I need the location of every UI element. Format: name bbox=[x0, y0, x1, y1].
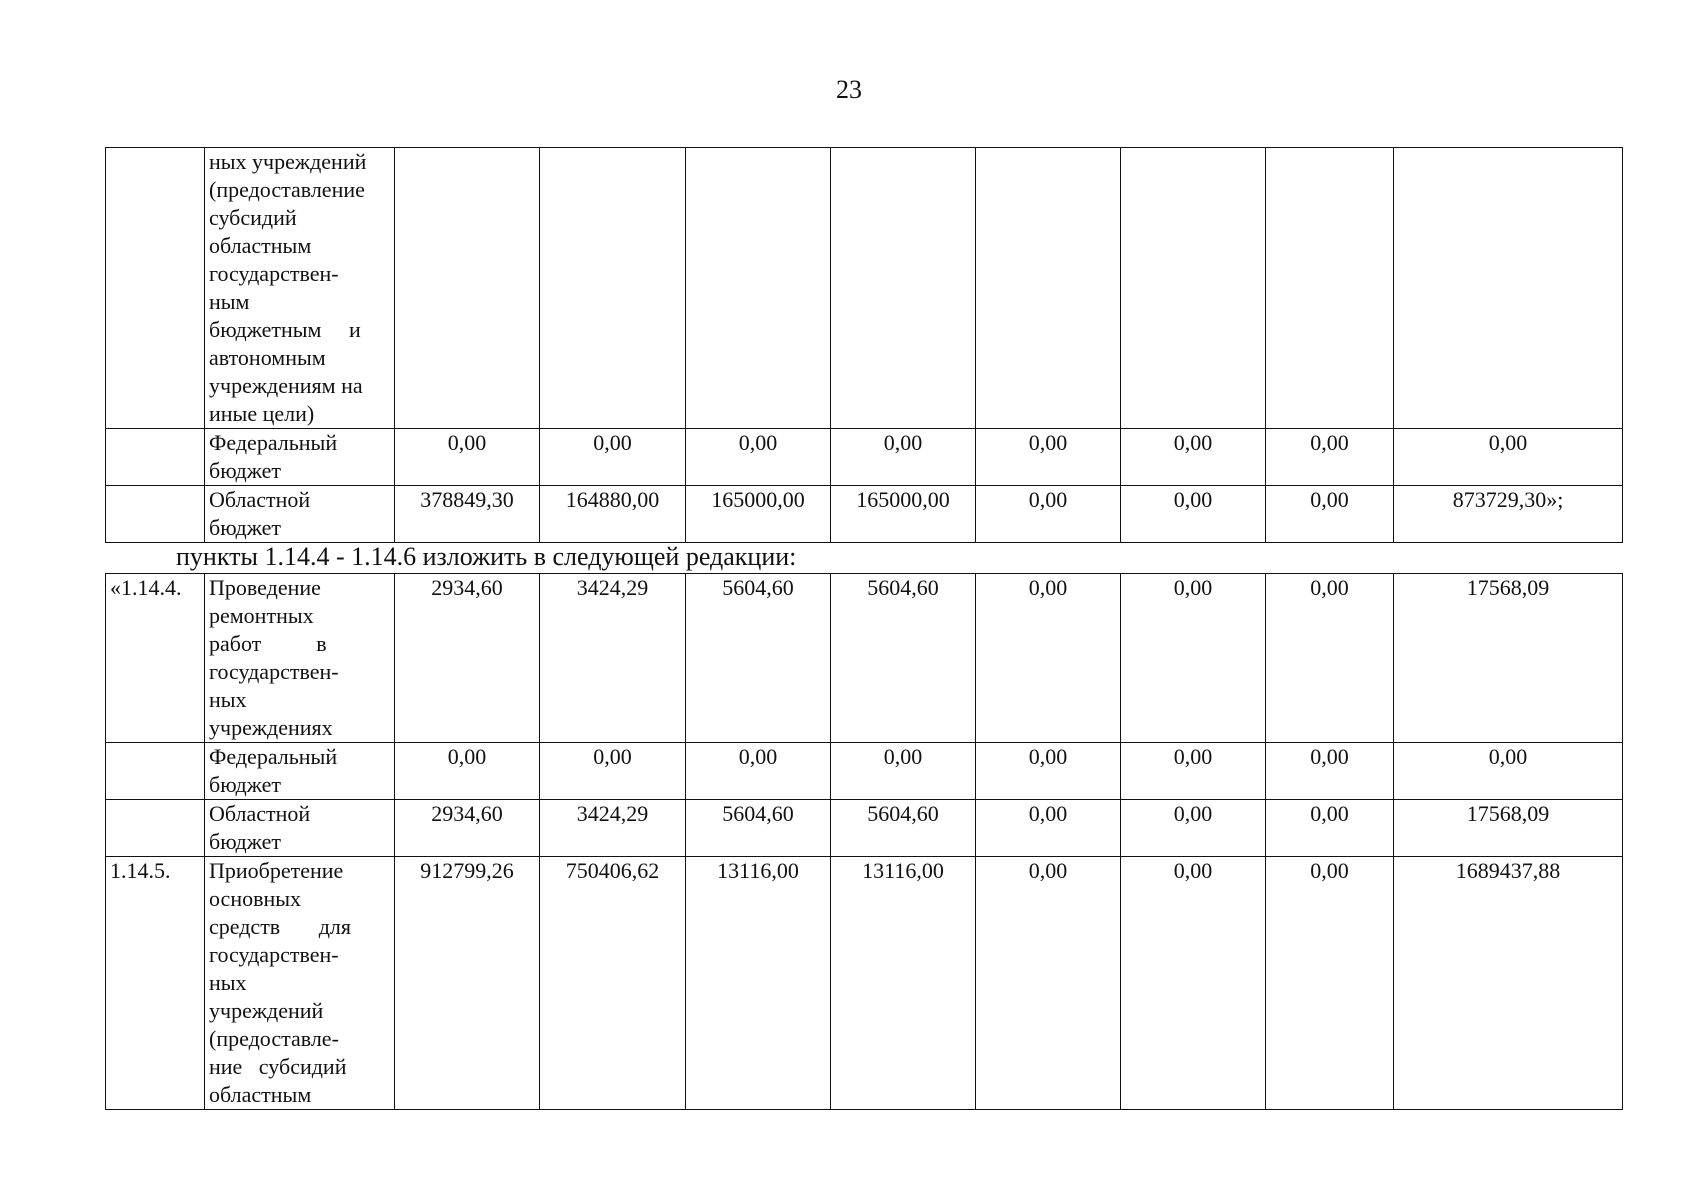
item-name-line: бюджет bbox=[209, 458, 281, 483]
item-name-line: средств для bbox=[209, 914, 351, 939]
value-cell: 0,00 bbox=[1121, 743, 1266, 800]
item-name-line: бюджет bbox=[209, 515, 281, 540]
value-cell: 5604,60 bbox=[686, 574, 831, 743]
value-cell: 2934,60 bbox=[395, 574, 540, 743]
value-cell: 0,00 bbox=[395, 743, 540, 800]
value-cell: 0,00 bbox=[1121, 574, 1266, 743]
table-row bbox=[106, 486, 1623, 543]
value-cell: 912799,26 bbox=[395, 857, 540, 1110]
table-row bbox=[106, 800, 1623, 857]
item-name bbox=[205, 429, 395, 486]
item-name-line: Областной bbox=[209, 487, 311, 512]
value-cell: 750406,62 bbox=[540, 857, 686, 1110]
value-cell: 13116,00 bbox=[831, 857, 976, 1110]
item-code bbox=[106, 148, 205, 429]
value-cell: 5604,60 bbox=[831, 800, 976, 857]
item-code bbox=[106, 429, 205, 486]
item-name-line: (предоставле- bbox=[209, 1026, 339, 1051]
value-cell: 0,00 bbox=[1394, 743, 1623, 800]
value-cell: 0,00 bbox=[1121, 800, 1266, 857]
value-cell: 3424,29 bbox=[540, 574, 686, 743]
item-name-line: субсидий bbox=[209, 205, 297, 230]
item-name-line: ных bbox=[209, 687, 247, 712]
item-code: «1.14.4. bbox=[106, 574, 205, 743]
item-code bbox=[106, 486, 205, 543]
value-cell: 0,00 bbox=[1266, 743, 1394, 800]
page-number: 23 bbox=[836, 75, 862, 104]
item-name bbox=[205, 574, 395, 743]
item-name-line: Областной bbox=[209, 801, 311, 826]
value-cell: 0,00 bbox=[976, 800, 1121, 857]
value-cell bbox=[831, 148, 976, 429]
value-cell: 378849,30 bbox=[395, 486, 540, 543]
item-name bbox=[205, 148, 395, 429]
item-name-line: иные цели) bbox=[209, 401, 315, 426]
item-code: 1.14.5. bbox=[106, 857, 205, 1110]
value-cell: 0,00 bbox=[1394, 429, 1623, 486]
item-name-line: учреждений bbox=[209, 998, 324, 1023]
value-cell bbox=[686, 148, 831, 429]
item-name-line: ным bbox=[209, 289, 250, 314]
item-name-line: основных bbox=[209, 886, 302, 911]
value-cell: 3424,29 bbox=[540, 800, 686, 857]
item-name-line: ных учреждений bbox=[209, 149, 367, 174]
value-cell: 0,00 bbox=[540, 429, 686, 486]
value-cell: 0,00 bbox=[1121, 429, 1266, 486]
value-cell: 0,00 bbox=[1266, 486, 1394, 543]
value-cell: 0,00 bbox=[395, 429, 540, 486]
value-cell: 17568,09 bbox=[1394, 574, 1623, 743]
table-row bbox=[106, 148, 1623, 429]
item-name-line: бюджет bbox=[209, 829, 281, 854]
value-cell bbox=[1394, 148, 1623, 429]
value-cell bbox=[540, 148, 686, 429]
value-cell: 0,00 bbox=[1266, 429, 1394, 486]
item-name bbox=[205, 857, 395, 1110]
item-name bbox=[205, 486, 395, 543]
item-name-line: Приобретение bbox=[209, 858, 344, 883]
value-cell: 165000,00 bbox=[831, 486, 976, 543]
item-name-line: ние субсидий bbox=[209, 1054, 347, 1079]
value-cell bbox=[1121, 148, 1266, 429]
item-name-line: (предоставление bbox=[209, 177, 365, 202]
item-name bbox=[205, 800, 395, 857]
budget-table-bottom bbox=[105, 573, 1623, 1110]
value-cell: 17568,09 bbox=[1394, 800, 1623, 857]
value-cell: 0,00 bbox=[976, 574, 1121, 743]
value-cell: 2934,60 bbox=[395, 800, 540, 857]
budget-table-top bbox=[105, 147, 1623, 543]
value-cell: 0,00 bbox=[540, 743, 686, 800]
value-cell: 0,00 bbox=[831, 743, 976, 800]
item-name-line: учреждениях bbox=[209, 715, 333, 740]
value-cell: 164880,00 bbox=[540, 486, 686, 543]
value-cell bbox=[1266, 148, 1394, 429]
item-name-line: государствен- bbox=[209, 942, 339, 967]
value-cell: 1689437,88 bbox=[1394, 857, 1623, 1110]
item-name-line: учреждениям на bbox=[209, 373, 363, 398]
item-name-line: государствен- bbox=[209, 261, 339, 286]
item-name-line: областным bbox=[209, 233, 312, 258]
item-name-line: Федеральный bbox=[209, 430, 338, 455]
value-cell bbox=[976, 148, 1121, 429]
item-name-line: ных bbox=[209, 970, 247, 995]
value-cell: 13116,00 bbox=[686, 857, 831, 1110]
value-cell: 5604,60 bbox=[686, 800, 831, 857]
value-cell: 0,00 bbox=[1266, 857, 1394, 1110]
item-name-line: государствен- bbox=[209, 659, 339, 684]
table-row bbox=[106, 743, 1623, 800]
item-code bbox=[106, 743, 205, 800]
table-row bbox=[106, 857, 1623, 1110]
item-name bbox=[205, 743, 395, 800]
item-name-line: Федеральный bbox=[209, 744, 338, 769]
item-name-line: автономным bbox=[209, 345, 326, 370]
table-row bbox=[106, 429, 1623, 486]
table-row bbox=[106, 574, 1623, 743]
value-cell: 0,00 bbox=[1121, 486, 1266, 543]
value-cell: 0,00 bbox=[976, 486, 1121, 543]
value-cell: 0,00 bbox=[976, 743, 1121, 800]
value-cell: 0,00 bbox=[1266, 800, 1394, 857]
value-cell: 165000,00 bbox=[686, 486, 831, 543]
item-name-line: бюджет bbox=[209, 772, 281, 797]
item-name-line: областным bbox=[209, 1082, 312, 1107]
value-cell: 873729,30»; bbox=[1394, 486, 1623, 543]
item-name-line: ремонтных bbox=[209, 603, 314, 628]
item-name-line: бюджетным и bbox=[209, 317, 361, 342]
value-cell: 0,00 bbox=[976, 857, 1121, 1110]
item-code bbox=[106, 800, 205, 857]
value-cell: 0,00 bbox=[831, 429, 976, 486]
item-name-line: Проведение bbox=[209, 575, 321, 600]
amendment-instruction: пункты 1.14.4 - 1.14.6 изложить в следующей редакции: bbox=[176, 542, 797, 571]
value-cell: 0,00 bbox=[686, 429, 831, 486]
value-cell: 0,00 bbox=[976, 429, 1121, 486]
value-cell: 0,00 bbox=[1266, 574, 1394, 743]
item-name-line: работ в bbox=[209, 631, 327, 656]
value-cell bbox=[395, 148, 540, 429]
value-cell: 5604,60 bbox=[831, 574, 976, 743]
value-cell: 0,00 bbox=[686, 743, 831, 800]
value-cell: 0,00 bbox=[1121, 857, 1266, 1110]
